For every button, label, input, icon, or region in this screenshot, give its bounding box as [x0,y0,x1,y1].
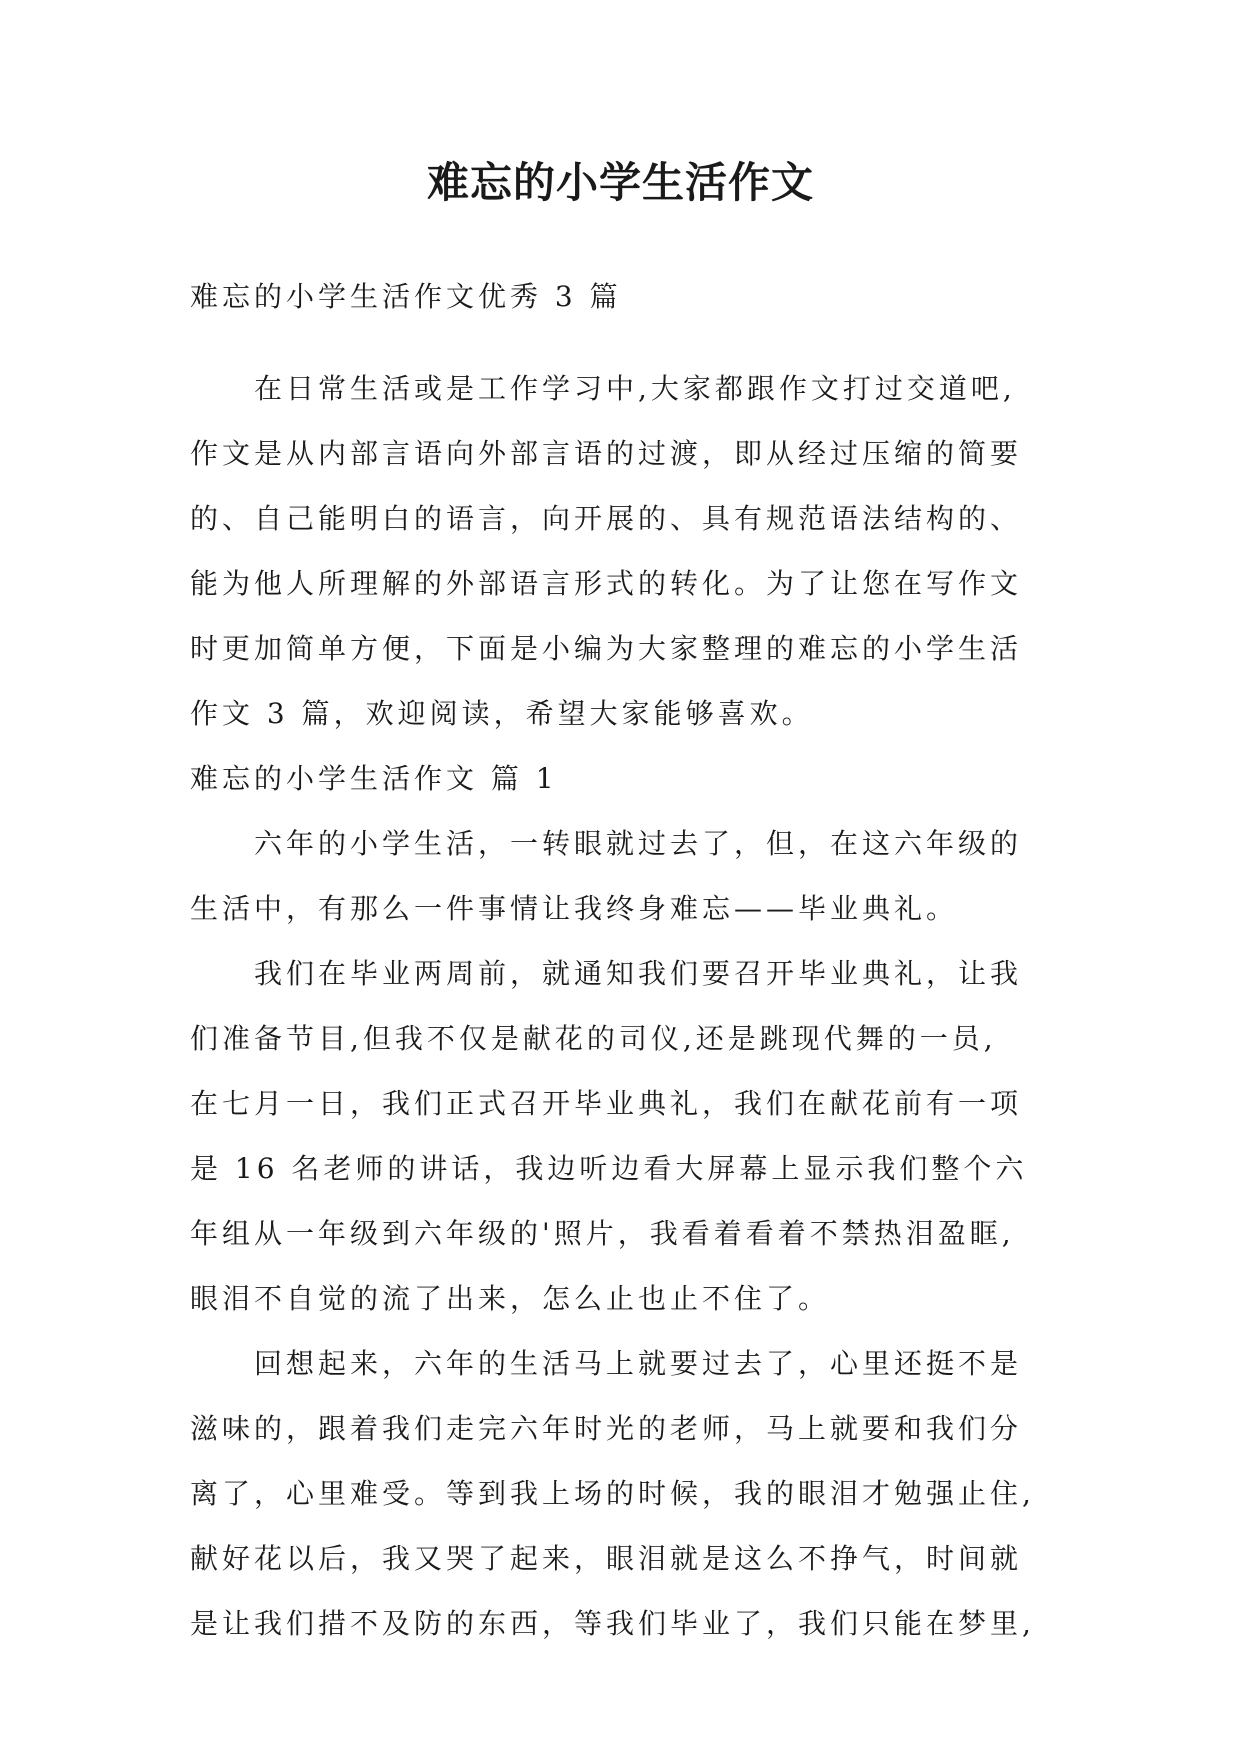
para2-line: 在七月一日，我们正式召开毕业典礼，我们在献花前有一项 [190,1087,1023,1120]
para1-line: 生活中，有那么一件事情让我终身难忘——毕业典礼。 [190,892,959,925]
para2-line: 是 16 名老师的讲话，我边听边看大屏幕上显示我们整个六 [190,1152,1028,1185]
para2-line: 我们在毕业两周前，就通知我们要召开毕业典礼，让我 [254,957,1023,990]
para2-line: 们准备节目,但我不仅是献花的司仪,还是跳现代舞的一员, [190,1022,997,1055]
document-subtitle [190,264,1060,329]
subtitle-line: 难忘的小学生活作文优秀 3 篇 [190,280,622,313]
intro-line: 时更加简单方便，下面是小编为大家整理的难忘的小学生活 [190,632,1023,665]
intro-line: 作文 3 篇，欢迎阅读，希望大家能够喜欢。 [190,697,814,730]
para2-line: 眼泪不自觉的流了出来，怎么止也止不住了。 [190,1282,831,1315]
para3-line: 回想起来，六年的生活马上就要过去了，心里还挺不是 [254,1347,1023,1380]
para3-line: 是让我们措不及防的东西，等我们毕业了，我们只能在梦里, [190,1607,1035,1640]
para1-line: 六年的小学生活，一转眼就过去了，但，在这六年级的 [254,827,1023,860]
para3-line: 献好花以后，我又哭了起来，眼泪就是这么不挣气，时间就 [190,1542,1023,1575]
intro-line: 的、自己能明白的语言，向开展的、具有规范语法结构的、 [190,502,1023,535]
para2-line: 年组从一年级到六年级的'照片，我看着看着不禁热泪盈眶, [190,1217,1015,1250]
intro-paragraph [190,356,1060,1656]
intro-line: 在日常生活或是工作学习中,大家都跟作文打过交道吧, [254,372,1016,405]
para3-line: 滋味的，跟着我们走完六年时光的老师，马上就要和我们分 [190,1412,1023,1445]
section-heading: 难忘的小学生活作文 篇 1 [190,762,558,795]
intro-line: 作文是从内部言语向外部言语的过渡，即从经过压缩的简要 [190,437,1023,470]
document-title: 难忘的小学生活作文 [426,158,814,207]
intro-line: 能为他人所理解的外部语言形式的转化。为了让您在写作文 [190,567,1023,600]
para3-line: 离了，心里难受。等到我上场的时候，我的眼泪才勉强止住, [190,1477,1035,1510]
